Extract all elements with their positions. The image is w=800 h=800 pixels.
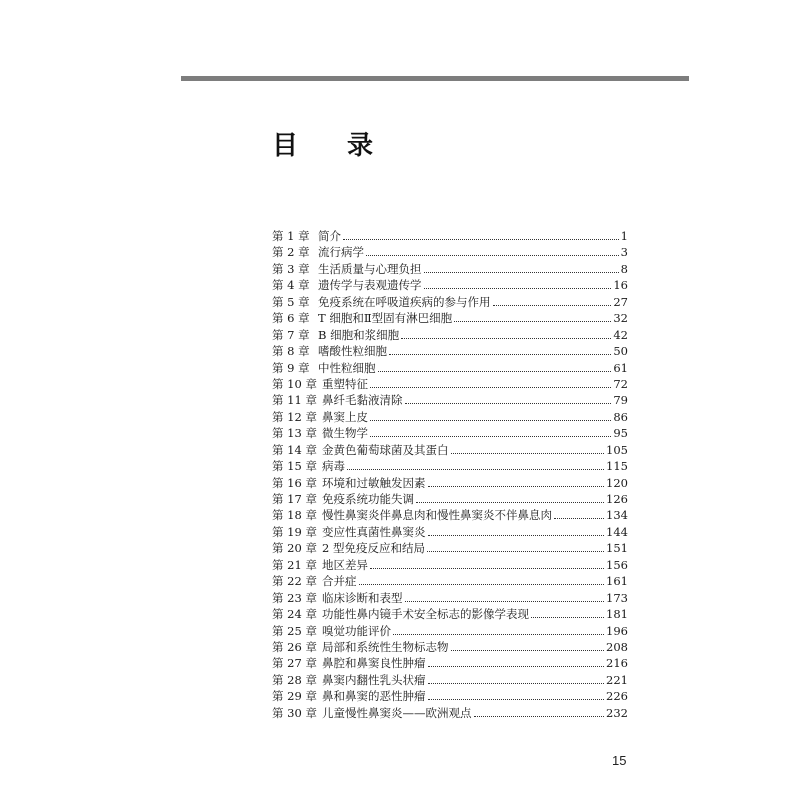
toc-dot-leader	[424, 288, 612, 289]
toc-entry[interactable]	[272, 442, 628, 458]
toc-dot-leader	[405, 403, 612, 404]
toc-page-number: 50	[613, 344, 628, 359]
toc-page-number: 232	[606, 705, 628, 720]
toc-chapter-title: 环境和过敏触发因素	[322, 475, 426, 490]
toc-dot-leader	[451, 453, 605, 454]
toc-chapter-title: 嗅觉功能评价	[322, 623, 391, 638]
toc-page-number: 79	[613, 393, 628, 408]
toc-dot-leader	[428, 535, 605, 536]
toc-entry[interactable]	[272, 524, 628, 540]
toc-dot-leader	[427, 551, 604, 552]
toc-page-number: 32	[613, 311, 628, 326]
toc-chapter-number: 第 16 章	[272, 475, 317, 490]
toc-entry[interactable]	[272, 491, 628, 507]
toc-chapter-number: 第 27 章	[272, 656, 317, 671]
toc-chapter-number: 第 2 章	[272, 245, 310, 260]
toc-chapter-number: 第 14 章	[272, 442, 317, 457]
toc-dot-leader	[428, 699, 605, 700]
toc-page-number: 226	[606, 689, 628, 704]
toc-chapter-title: 金黄色葡萄球菌及其蛋白	[322, 442, 449, 457]
toc-dot-leader	[343, 239, 619, 240]
toc-chapter-number: 第 28 章	[272, 672, 317, 687]
toc-dot-leader	[428, 486, 605, 487]
toc-dot-leader	[370, 568, 604, 569]
toc-entry[interactable]	[272, 540, 628, 556]
toc-entry[interactable]	[272, 672, 628, 688]
toc-chapter-number: 第 5 章	[272, 294, 310, 309]
toc-page-number: 208	[606, 639, 628, 654]
table-of-contents	[272, 228, 628, 721]
toc-dot-leader	[393, 634, 604, 635]
toc-chapter-number: 第 24 章	[272, 607, 317, 622]
toc-entry[interactable]	[272, 573, 628, 589]
toc-chapter-number: 第 13 章	[272, 426, 317, 441]
toc-page-number: 61	[613, 360, 628, 375]
toc-page-number: 126	[606, 492, 628, 506]
toc-page-number: 221	[606, 672, 628, 687]
toc-chapter-number: 第 15 章	[272, 459, 317, 474]
toc-chapter-title: 简介	[318, 229, 341, 243]
toc-entry[interactable]	[272, 310, 628, 326]
toc-chapter-title: 慢性鼻窦炎伴鼻息肉和慢性鼻窦炎不伴鼻息肉	[322, 508, 552, 523]
toc-chapter-number: 第 25 章	[272, 623, 317, 638]
toc-page-number: 120	[606, 475, 628, 490]
toc-entry[interactable]	[272, 606, 628, 622]
toc-chapter-title: 儿童慢性鼻窦炎——欧洲观点	[322, 705, 472, 720]
toc-chapter-number: 第 22 章	[272, 574, 317, 589]
toc-dot-leader	[451, 650, 605, 651]
toc-entry[interactable]	[272, 228, 628, 244]
page-title: 目 录	[272, 131, 394, 162]
toc-chapter-number: 第 19 章	[272, 524, 317, 539]
toc-dot-leader	[428, 683, 605, 684]
toc-chapter-title: 免疫系统在呼吸道疾病的参与作用	[318, 294, 491, 309]
toc-entry[interactable]	[272, 688, 628, 704]
toc-dot-leader	[405, 601, 605, 602]
toc-page-number: 144	[606, 524, 628, 539]
toc-chapter-number: 第 1 章	[272, 229, 310, 243]
toc-chapter-title: 免疫系统功能失调	[322, 492, 414, 506]
toc-entry[interactable]	[272, 507, 628, 523]
toc-chapter-title: 鼻窦上皮	[322, 409, 368, 424]
toc-entry[interactable]	[272, 425, 628, 441]
toc-chapter-title: 临床诊断和表型	[322, 590, 403, 605]
toc-entry[interactable]	[272, 655, 628, 671]
toc-chapter-title: 地区差异	[322, 557, 368, 572]
toc-dot-leader	[389, 354, 611, 355]
toc-chapter-title: 2 型免疫反应和结局	[322, 541, 425, 556]
toc-entry[interactable]	[272, 557, 628, 573]
toc-page-number: 3	[620, 245, 628, 260]
toc-entry[interactable]	[272, 705, 628, 721]
toc-dot-leader	[370, 420, 611, 421]
toc-chapter-number: 第 12 章	[272, 409, 317, 424]
toc-chapter-title: 功能性鼻内镜手术安全标志的影像学表现	[322, 607, 529, 622]
toc-chapter-number: 第 20 章	[272, 541, 317, 556]
toc-chapter-number: 第 11 章	[272, 393, 317, 408]
toc-entry[interactable]	[272, 327, 628, 343]
toc-chapter-number: 第 10 章	[272, 376, 317, 391]
toc-dot-leader	[424, 272, 619, 273]
toc-page-number: 181	[606, 607, 628, 622]
toc-page-number: 156	[606, 557, 628, 572]
toc-dot-leader	[428, 666, 605, 667]
toc-chapter-title: 鼻窦内翻性乳头状瘤	[322, 672, 426, 687]
toc-page-number: 105	[606, 442, 628, 457]
toc-dot-leader	[416, 502, 604, 503]
toc-entry[interactable]	[272, 343, 628, 359]
toc-page-number: 115	[606, 459, 628, 474]
toc-entry[interactable]	[272, 409, 628, 425]
toc-dot-leader	[359, 584, 605, 585]
toc-page-number: 8	[620, 261, 628, 276]
toc-chapter-title: 遗传学与表观遗传学	[318, 278, 422, 293]
toc-chapter-number: 第 21 章	[272, 557, 317, 572]
toc-chapter-title: 鼻纤毛黏液清除	[322, 393, 403, 408]
toc-chapter-title: 微生物学	[322, 426, 368, 441]
toc-chapter-number: 第 17 章	[272, 492, 317, 506]
toc-entry[interactable]	[272, 590, 628, 606]
toc-entry[interactable]	[272, 294, 628, 310]
toc-page-number: 161	[606, 574, 628, 589]
toc-page-number: 42	[613, 327, 628, 342]
toc-chapter-number: 第 9 章	[272, 360, 310, 375]
toc-chapter-number: 第 3 章	[272, 261, 310, 276]
toc-chapter-title: 流行病学	[318, 245, 364, 260]
toc-chapter-number: 第 30 章	[272, 705, 317, 720]
toc-chapter-title: 鼻腔和鼻窦良性肿瘤	[322, 656, 426, 671]
toc-chapter-title: 生活质量与心理负担	[318, 261, 422, 276]
toc-dot-leader	[493, 305, 612, 306]
toc-page-number: 16	[613, 278, 628, 293]
toc-page-number: 216	[606, 656, 628, 671]
toc-page-number: 151	[606, 541, 628, 556]
toc-chapter-title: 嗜酸性粒细胞	[318, 344, 387, 359]
toc-page-number: 134	[606, 508, 628, 523]
toc-chapter-number: 第 4 章	[272, 278, 310, 293]
toc-page-number: 196	[606, 623, 628, 638]
toc-entry[interactable]	[272, 360, 628, 376]
toc-chapter-number: 第 6 章	[272, 311, 310, 326]
toc-entry[interactable]	[272, 458, 628, 474]
top-divider	[181, 76, 689, 81]
toc-entry[interactable]	[272, 475, 628, 491]
page-number: 15	[612, 753, 627, 768]
toc-chapter-number: 第 7 章	[272, 327, 310, 342]
toc-chapter-number: 第 18 章	[272, 508, 317, 523]
toc-chapter-number: 第 26 章	[272, 639, 317, 654]
toc-entry[interactable]	[272, 244, 628, 260]
toc-page-number: 1	[620, 229, 628, 243]
toc-chapter-title: 局部和系统性生物标志物	[322, 639, 449, 654]
toc-chapter-title: T 细胞和Ⅱ型固有淋巴细胞	[318, 311, 453, 326]
toc-page-number: 173	[606, 590, 628, 605]
toc-page-number: 86	[613, 409, 628, 424]
toc-chapter-number: 第 29 章	[272, 689, 317, 704]
toc-chapter-number: 第 23 章	[272, 590, 317, 605]
toc-page-number: 95	[613, 426, 628, 441]
toc-chapter-number: 第 8 章	[272, 344, 310, 359]
toc-chapter-title: 鼻和鼻窦的恶性肿瘤	[322, 689, 426, 704]
toc-dot-leader	[378, 371, 612, 372]
toc-entry[interactable]	[272, 261, 628, 277]
toc-dot-leader	[370, 436, 611, 437]
toc-dot-leader	[370, 387, 611, 388]
toc-entry[interactable]	[272, 392, 628, 408]
toc-entry[interactable]	[272, 277, 628, 293]
toc-dot-leader	[474, 716, 605, 717]
toc-chapter-title: 重塑特征	[322, 376, 368, 391]
toc-dot-leader	[401, 338, 611, 339]
toc-page-number: 27	[613, 294, 628, 309]
toc-chapter-title: 中性粒细胞	[318, 360, 376, 375]
toc-chapter-title: 合并症	[322, 574, 357, 589]
toc-dot-leader	[531, 617, 604, 618]
toc-dot-leader	[554, 518, 604, 519]
toc-entry[interactable]	[272, 376, 628, 392]
toc-entry[interactable]	[272, 623, 628, 639]
toc-chapter-title: B 细胞和浆细胞	[318, 327, 400, 342]
toc-chapter-title: 变应性真菌性鼻窦炎	[322, 524, 426, 539]
toc-dot-leader	[366, 255, 619, 256]
toc-entry[interactable]	[272, 639, 628, 655]
toc-chapter-title: 病毒	[322, 459, 345, 474]
toc-dot-leader	[454, 321, 611, 322]
toc-page-number: 72	[613, 376, 628, 391]
toc-dot-leader	[347, 469, 604, 470]
